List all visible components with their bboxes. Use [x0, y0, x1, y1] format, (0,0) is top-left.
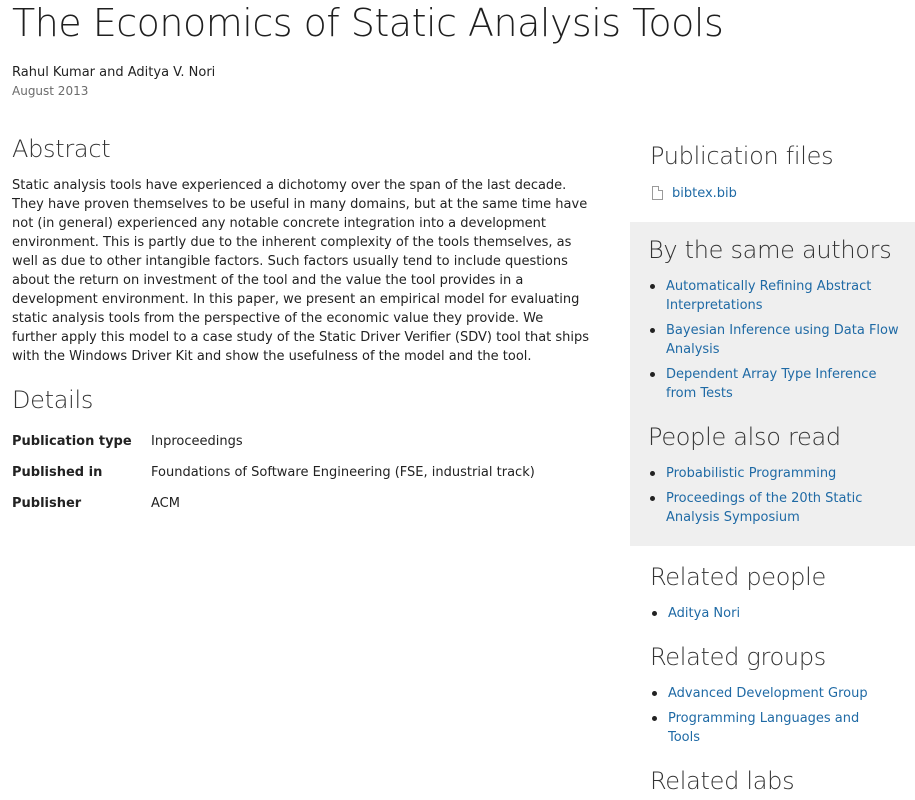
list-item — [648, 464, 908, 483]
details-table — [12, 433, 535, 526]
list-item — [650, 684, 890, 703]
file-download-row — [652, 183, 737, 203]
related-labs-heading: Related labs — [650, 767, 795, 795]
also-read-heading: People also read — [648, 423, 841, 451]
related-groups-heading: Related groups — [650, 643, 826, 671]
details-row-publication-type — [12, 433, 535, 464]
details-heading: Details — [12, 386, 94, 414]
page-title: The Economics of Static Analysis Tools — [12, 1, 724, 45]
details-label: Publisher — [12, 496, 82, 511]
list-item — [648, 365, 908, 403]
related-people-list — [650, 604, 905, 629]
list-item — [650, 709, 890, 747]
file-icon — [652, 186, 663, 200]
authors: Rahul Kumar and Aditya V. Nori — [12, 65, 216, 80]
details-row-published-in — [12, 464, 535, 495]
list-item — [648, 277, 908, 315]
details-row-publisher — [12, 495, 535, 526]
related-groups-list — [650, 684, 890, 753]
list-item — [648, 321, 908, 359]
related-person-link[interactable]: Aditya Nori — [668, 606, 741, 621]
details-value: Inproceedings — [151, 434, 243, 449]
related-group-link[interactable]: Advanced Development Group — [668, 686, 868, 701]
related-group-link[interactable]: Programming Languages and Tools — [668, 711, 860, 745]
bibtex-file-link[interactable]: bibtex.bib — [672, 185, 737, 201]
details-value: Foundations of Software Engineering (FSE, industrial track) — [151, 465, 535, 480]
details-value: ACM — [151, 496, 180, 511]
abstract-heading: Abstract — [12, 135, 111, 163]
publication-files-heading: Publication files — [650, 142, 834, 170]
details-label: Published in — [12, 465, 103, 480]
also-read-list — [648, 464, 908, 533]
details-label: Publication type — [12, 434, 132, 449]
related-people-heading: Related people — [650, 563, 826, 591]
list-item — [648, 489, 908, 527]
also-read-link[interactable]: Probabilistic Programming — [666, 466, 837, 481]
list-item — [650, 604, 905, 623]
same-authors-link[interactable]: Bayesian Inference using Data Flow Analysis — [666, 323, 899, 357]
also-read-link[interactable]: Proceedings of the 20th Static Analysis Symposium — [666, 491, 863, 525]
same-authors-link[interactable]: Dependent Array Type Inference from Tests — [666, 367, 877, 401]
same-authors-list — [648, 277, 908, 409]
same-authors-heading: By the same authors — [648, 236, 892, 264]
publication-date: August 2013 — [12, 84, 89, 98]
same-authors-link[interactable]: Automatically Refining Abstract Interpretations — [666, 279, 872, 313]
abstract-text: Static analysis tools have experienced a dichotomy over the span of the last decade. They have proven themselves to be useful in many domains, but at the same time have not (in general) experienced any notable concrete integration into a development environment. This is partly due to the inherent complexity of the tools themselves, as well as due to other intangible factors. Such factors usually tend to include questions about the return on investment of the tool and the value the tool provides in a development environment. In this paper, we present an empirical model for evaluating static analysis tools from the perspective of the economic value they provide. We further apply this model to a case study of the Static Driver Verifier (SDV) tool that ships with the Windows Driver Kit and show the usefulness of the model and the tool. — [12, 178, 590, 364]
